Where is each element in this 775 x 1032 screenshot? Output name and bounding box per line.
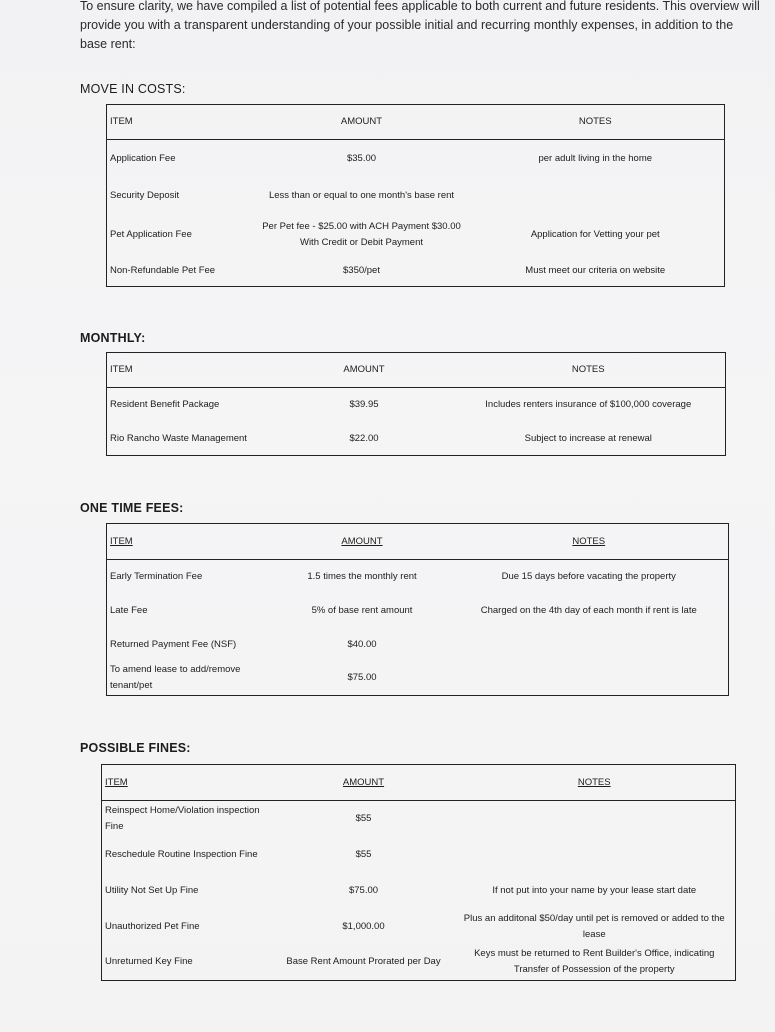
row-item: Unreturned Key Fine	[105, 956, 193, 968]
row-amount: $35.00	[346, 152, 377, 164]
row-amount: $1,000.00	[342, 920, 385, 932]
row-notes: Due 15 days before vacating the property	[501, 570, 676, 582]
row-notes: Must meet our criteria on website	[525, 264, 666, 276]
row-notes: If not put into your name by your lease start date	[492, 884, 697, 896]
header-item: ITEM	[107, 353, 277, 388]
header-notes: NOTES	[454, 765, 736, 801]
header-item: ITEM	[107, 524, 275, 560]
row-notes: Application for Vetting your pet	[530, 228, 660, 240]
table-row	[107, 628, 729, 662]
header-amount: AMOUNT	[277, 353, 452, 388]
table-header-row	[107, 105, 725, 140]
row-notes: Keys must be returned to Rent Builder's Office, indicating Transfer of Possession of the property	[474, 948, 715, 976]
table-row	[107, 256, 725, 287]
row-notes: per adult living in the home	[538, 152, 653, 164]
section-title-possible-fines: POSSIBLE FINES:	[80, 741, 191, 755]
row-item: Pet Application Fee	[110, 228, 192, 240]
table-row	[107, 662, 729, 696]
row-notes: Includes renters insurance of $100,000 coverage	[485, 399, 692, 411]
section-title-move-in: MOVE IN COSTS:	[80, 82, 186, 96]
row-amount: 5% of base rent amount	[311, 604, 413, 616]
header-amount: AMOUNT	[275, 524, 450, 560]
row-item: Unauthorized Pet Fine	[105, 920, 200, 932]
row-notes	[454, 837, 736, 873]
header-notes: NOTES	[450, 524, 729, 560]
row-amount: 1.5 times the monthly rent	[307, 570, 417, 582]
table-row	[102, 873, 736, 909]
row-item: Reschedule Routine Inspection Fine	[105, 848, 258, 860]
section-title-monthly: MONTHLY:	[80, 331, 146, 345]
intro-paragraph: To ensure clarity, we have compiled a list of potential fees applicable to both current and future residents. This overview will provide you with a transparent understanding of your possible initial and recurring monthly expenses, in addition to the base rent:	[80, 0, 760, 51]
table-row	[102, 801, 736, 837]
row-amount: $55	[355, 848, 372, 860]
row-item: Reinspect Home/Violation inspection Fine	[105, 804, 260, 832]
row-amount: Per Pet fee - $25.00 with ACH Payment $30.00 With Credit or Debit Payment	[262, 220, 461, 248]
table-row	[107, 560, 729, 594]
header-notes: NOTES	[467, 105, 725, 140]
row-amount: $40.00	[347, 638, 377, 650]
row-amount: $39.95	[349, 399, 379, 411]
row-notes	[454, 801, 736, 837]
table-row	[107, 140, 725, 178]
row-amount: $75.00	[347, 672, 377, 684]
table-row	[102, 909, 736, 945]
row-item: Late Fee	[110, 604, 148, 616]
row-notes: Subject to increase at renewal	[524, 432, 652, 444]
header-item: ITEM	[107, 105, 257, 140]
table-row	[107, 214, 725, 256]
table-header-row	[102, 765, 736, 801]
row-notes	[450, 662, 729, 696]
move-in-costs-table	[106, 104, 725, 287]
table-row	[107, 178, 725, 214]
row-amount: $22.00	[349, 432, 379, 444]
row-item: Non-Refundable Pet Fee	[110, 264, 216, 276]
row-item: Resident Benefit Package	[110, 399, 220, 411]
row-notes	[450, 628, 729, 662]
table-header-row	[107, 524, 729, 560]
table-row	[107, 388, 726, 423]
header-amount: AMOUNT	[274, 765, 454, 801]
table-header-row	[107, 353, 726, 388]
row-notes: Charged on the 4th day of each month if rent is late	[480, 604, 697, 616]
header-notes: NOTES	[452, 353, 726, 388]
table-row	[102, 945, 736, 981]
row-amount: $55	[355, 812, 372, 824]
row-item: To amend lease to add/remove tenant/pet	[110, 664, 241, 692]
row-amount: $75.00	[348, 884, 379, 896]
row-amount: Less than or equal to one month's base rent	[268, 189, 455, 201]
table-row	[107, 423, 726, 456]
header-item: ITEM	[102, 765, 274, 801]
row-item: Application Fee	[110, 152, 176, 164]
table-row	[107, 594, 729, 628]
possible-fines-table	[101, 764, 736, 981]
row-item: Utility Not Set Up Fine	[105, 884, 199, 896]
row-item: Rio Rancho Waste Management	[110, 432, 247, 444]
row-amount: $350/pet	[343, 264, 380, 276]
table-row	[102, 837, 736, 873]
row-notes: Plus an additonal $50/day until pet is removed or added to the lease	[463, 912, 725, 940]
header-amount: AMOUNT	[257, 105, 467, 140]
monthly-table	[106, 352, 726, 456]
row-amount: Base Rent Amount Prorated per Day	[286, 956, 441, 968]
row-item: Early Termination Fee	[110, 570, 203, 582]
row-notes	[467, 178, 725, 214]
one-time-fees-table	[106, 523, 729, 696]
row-item: Security Deposit	[110, 189, 180, 201]
row-item: Returned Payment Fee (NSF)	[110, 638, 237, 650]
section-title-one-time: ONE TIME FEES:	[80, 501, 184, 515]
